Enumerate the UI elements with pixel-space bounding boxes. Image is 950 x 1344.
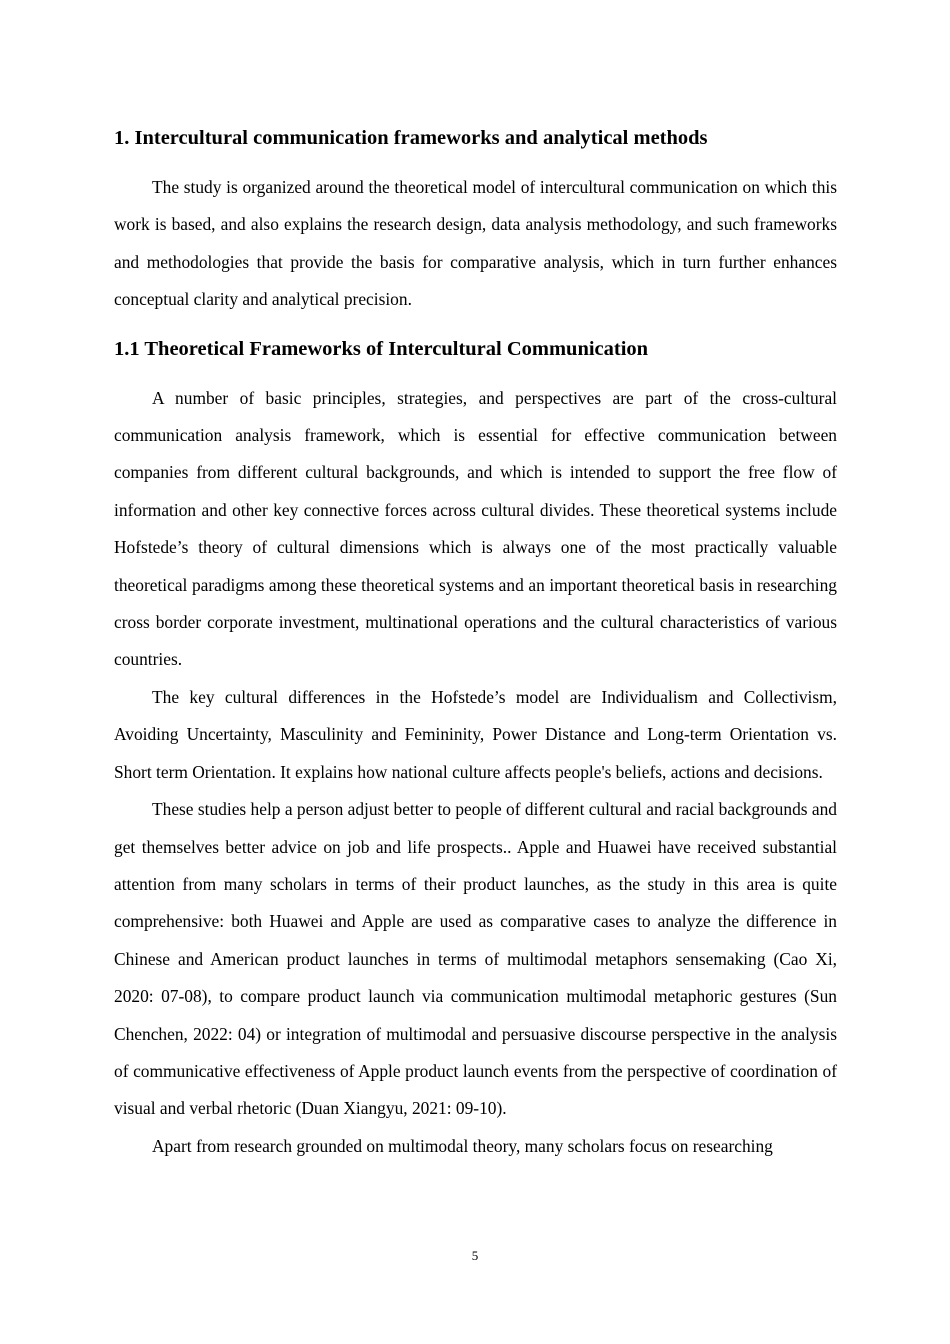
paragraph-framework: A number of basic principles, strategies, and perspectives are part of the cross-cultural communication analysis framework, which is essential for effective communication between companies from different cultural backgrounds, and which is intended to support the free flow of information and other key connective forces across cultural divides. These theoretical systems include Hofstede’s theory of cultural dimensions which is always one of the most practically valuable theoretical paradigms among these theoretical systems and an important theoretical basis in researching cross border corporate investment, multinational operations and the cultural characteristics of various countries. — [114, 387, 837, 670]
page-content — [114, 124, 837, 1165]
paragraph-hofstede-dimensions: The key cultural differences in the Hofstede’s model are Individualism and Collectivism, Avoiding Uncertainty, Masculinity and Femininity, Power Distance and Long-term Orientation vs. Short term Orientation. It explains how national culture affects people's beliefs, actions and decisions. — [114, 686, 837, 782]
paragraph-product-launch-studies: These studies help a person adjust better to people of different cultural and racial backgrounds and get themselves better advice on job and life prospects.. Apple and Huawei have received substantial attention from many scholars in terms of their product launches, as the study in this area is quite comprehensive: both Huawei and Apple are used as comparative cases to analyze the difference in Chinese and American product launches in terms of multimodal metaphors sensemaking (Cao Xi, 2020: 07-08), to compare product launch via communication multimodal metaphoric gestures (Sun Chenchen, 2022: 04) or integration of multimodal and persuasive discourse perspective in the analysis of communicative effectiveness of Apple product launch events from the perspective of coordination of visual and verbal rhetoric (Duan Xiangyu, 2021: 09-10). — [114, 799, 837, 1119]
paragraph-multimodal-research: Apart from research grounded on multimodal theory, many scholars focus on researching — [152, 1135, 773, 1156]
section-heading: 1. Intercultural communication frameworks and analytical methods — [114, 127, 708, 149]
subsection-heading: 1.1 Theoretical Frameworks of Intercultural Communication — [114, 337, 649, 360]
page-number: 5 — [471, 1248, 479, 1263]
intro-paragraph: The study is organized around the theoretical model of intercultural communication on which this work is based, and also explains the research design, data analysis methodology, and such frameworks and methodologies that provide the basis for comparative analysis, which in turn further enhances conceptual clarity and analytical precision. — [114, 177, 837, 310]
